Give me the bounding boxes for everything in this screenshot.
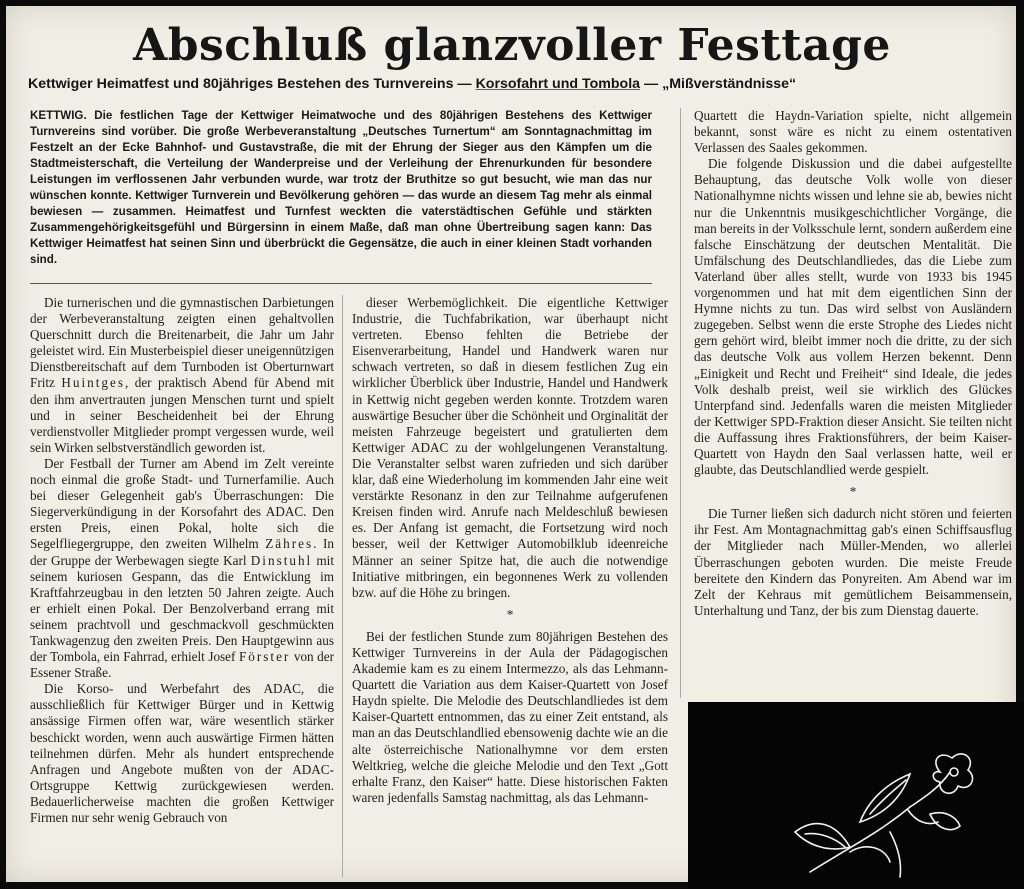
subheadline-part-1: Kettwiger Heimatfest und 80jähriges Bestehen des Turnvereins — <box>28 76 476 92</box>
person-name: Förster <box>238 649 291 665</box>
person-name: Dinstuhl <box>250 552 313 568</box>
headline: Abschluß glanzvoller Festtage <box>133 20 891 71</box>
flower-sketch-icon <box>790 752 980 882</box>
text-run: Der Festball der Turner am Abend im Zelt vereinte noch einmal die große Stadt- und Turnerfamilie. Auch bei dieser Gelegenheit gab's Überraschungen: Die Siegerverkündigung in der Korsofahrt des ADAC. Den ersten Preis, einen Pokal, holte sich die Segelfliegergruppe, den zweiten Wilhelm <box>30 455 334 552</box>
paragraph: dieser Werbemöglichkeit. Die eigentliche Kettwiger Industrie, die Tuchfabrikation, war überhaupt nicht vertreten. Ebenso fehlten die Betriebe der Eisenverarbeitung, Handel und Handwerk waren nur schwach vertreten, so daß in diesem festlichen Zug ein wirklicher Überblick über Industrie, Handel und Handwerk in Kettwig nicht gegeben werden konnte. Trotzdem waren auswärtige Besucher über die Schönheit und Orginalität der meisten Fahrzeuge begeistert und gratulierten dem Kettwiger ADAC zu der wohlgelungenen Veranstaltung. Die Veranstalter selbst waren zufrieden und sich darüber klar, daß eine Wiederholung im kommenden Jahr eine weit verstärkte Resonanz in den zur Teilnahme aufgerufenen Kreisen finden wird. Anrufe nach Meldeschluß bewiesen es. Der Anfang ist gemacht, die Fortsetzung wird noch besser, weil der Kettwiger Automobilklub ideenreiche Männer an seiner Spitze hat, die auch die notwendige Initiative mitbringen, ein begonnenes Werk zu vollenden bzw. auf die Höhe zu bringen. <box>352 295 668 600</box>
lead-divider <box>30 283 652 284</box>
subheadline <box>28 74 998 94</box>
article-column-2 <box>352 295 668 806</box>
section-separator: * <box>506 606 514 622</box>
paragraph: Bei der festlichen Stunde zum 80jährigen Bestehen des Kettwiger Turnvereins in der Aula der Pädagogischen Akademie kam es zu einem Intermezzo, als das Lehmann-Quartett die Variation aus dem Kaiser-Quartett von Josef Haydn spielte. Die Melodie des Deutschlandliedes ist dem Kaiser-Quartett entnommen, das zu einer Zeit entstand, als man an das Deutschlandlied ebensowenig dachte wie an die alte österreichische Nationalhymne vor dem ersten Weltkrieg, welche die gleiche Melodie und den Text „Gott erhalte Franz, den Kaiser“ hatte. Diese historischen Fakten waren jedenfalls Samstag nachmittag, als das Lehmann- <box>352 628 668 805</box>
text-run: mit seinem kuriosen Gespann, das die Entwicklung im Kraftfahrzeugbau in den letzten 50 Jahren zeigte. Auch er erhielt einen Pokal. Der Benzolverband errang mit seinem prachtvoll und geschmackvoll geschmückten Tankwagenzug den zweiten Preis. Den Hauptgewinn aus der Tombola, ein Fahrrad, erhielt Josef <box>30 552 334 665</box>
subheadline-part-2: Korsofahrt und Tombola <box>475 76 641 92</box>
text-run: von der Essener Straße. <box>30 649 334 681</box>
person-name: Huintges <box>61 375 125 391</box>
person-name: Zähres <box>265 536 314 552</box>
paragraph <box>30 456 334 681</box>
text-run: , der praktisch Abend für Abend mit den ihm anvertrauten jungen Menschen turnt und spielt und in seiner Bescheidenheit bei der Ehrung verdienstvoller Mitglieder prompt vergessen wurde, weil sein Wirken selbstverständlich geworden ist. <box>30 375 334 455</box>
column-divider-1 <box>342 295 343 877</box>
paragraph: Die folgende Diskussion und die dabei aufgestellte Behauptung, das deutsche Volk wolle von dieser Nationalhymne nichts wissen und lehne sie ab, bewies nicht nur die Unkenntnis musikgeschichtlicher Vorgänge, die man bereits in der Volksschule lernt, sondern außerdem eine falsche Einschätzung der deutschen Mentalität. Die Umfälschung des Deutschlandliedes, das die Liebe zum Vaterland über alles stellt, wurde von 1933 bis 1945 vorgenommen und hat mit dem eigentlichen Sinn der Hymne nichts zu tun. Das wird selbst von Ausländern zugegeben. Selbst wenn die erste Strophe des Liedes nicht gern gehört wird, bleibt immer noch die dritte, zu der sich das deutsche Volk aus vollem Herzen bekennt. Denn „Einigkeit und Recht und Freiheit“ sind Ideale, die jedes Volk deshalb preist, weil sie wirklich des Glückes Unterpfand sind. Jedenfalls waren die meisten Mitglieder der Kettwiger SPD-Fraktion dieser Ansicht. Sie teilten nicht die Auffassung ihres Fraktionsführers, der beim Kaiser-Quartett von Haydn den Saal verlassen hatte, weil er glaubte, das Deutschlandlied werde gespielt. <box>694 156 1012 478</box>
paragraph: Die Korso- und Werbefahrt des ADAC, die ausschließlich für Kettwiger Bürger und in Kettwig ansässige Firmen offen war, wäre wesentlich stärker beschickt worden, wenn auch auswärtige Firmen hätten teilnehmen dürfen. Mehr als hundert entsprechende Anfragen und Angebote mußten von der ADAC-Ortsgruppe Kettwig zurückgewiesen werden. Bedauerlicherweise machten die großen Kettwiger Firmen nur sehr wenig Gebrauch von <box>30 681 334 825</box>
subheadline-part-3: — „Mißverständnisse“ <box>640 76 797 92</box>
paragraph <box>30 295 334 456</box>
column-divider-2 <box>680 108 681 698</box>
paragraph: Quartett die Haydn-Variation spielte, nicht allgemein bekannt, sonst wäre es nicht zu einem ostentativen Verlassen des Saales gekommen. <box>694 108 1012 156</box>
section-separator: * <box>849 484 857 500</box>
article-column-1 <box>30 295 334 826</box>
text-run: . In der Gruppe der Werbewagen siegte Karl <box>30 536 334 568</box>
paragraph: Die Turner ließen sich dadurch nicht stören und feierten ihr Fest. Am Montagnachmittag gab's einen Schiffsausflug der Mitglieder nach Müller-Menden, wo allerlei Überraschungen geboten wurden. Die meiste Freude bereitete den Kindern das Ponyreiten. Am Abend war im Zelt der Kehraus mit gemütlichem Beisammensein, Unterhaltung und Tanz, der bis zum Dienstag dauerte. <box>694 506 1012 618</box>
article-column-3 <box>694 108 1012 619</box>
text-run: Die turnerischen und die gymnastischen Darbietungen der Werbeveranstaltung zeigten einen gehaltvollen Querschnitt durch die Breitenarbeit, die Jahr um Jahr geleistet wird. Ein Musterbeispiel dieser uneigennützigen Dienstbereitschaft auf dem Turnboden ist Oberturnwart Fritz <box>30 295 334 391</box>
lead-paragraph: KETTWIG. Die festlichen Tage der Kettwiger Heimatwoche und des 80jährigen Bestehens des Kettwiger Turnvereins sind vorüber. Die große Werbeveranstaltung „Deutsches Turnertum“ am Sonntagnachmittag im Festzelt an der Ecke Bahnhof- und Gustavstraße, die mit der Ehrung der Sieger aus den Kämpfen um die Stadtmeisterschaft, die Verteilung der Wanderpreise und der Verleihung der Ehrenurkunden für besondere Leistungen im verflossenen Jahr verbunden wurde, war trotz der Bruthitze so gut besucht, wie man das nur wünschen konnte. Kettwiger Turnverein und Bevölkerung gehören — das wurde an diesem Tag mehr als einmal bewiesen — zusammen. Heimatfest und Turnfest weckten die vaterstädtischen Gefühle und stärkten Zusammengehörigkeitsgefühl und Bürgersinn in einem Maße, daß man ohne Übertreibung sagen kann: Das Kettwiger Heimatfest hat seinen Sinn und überbrückt die Gegensätze, die auch in einer kleinen Stadt vorhanden sind. <box>30 109 652 266</box>
